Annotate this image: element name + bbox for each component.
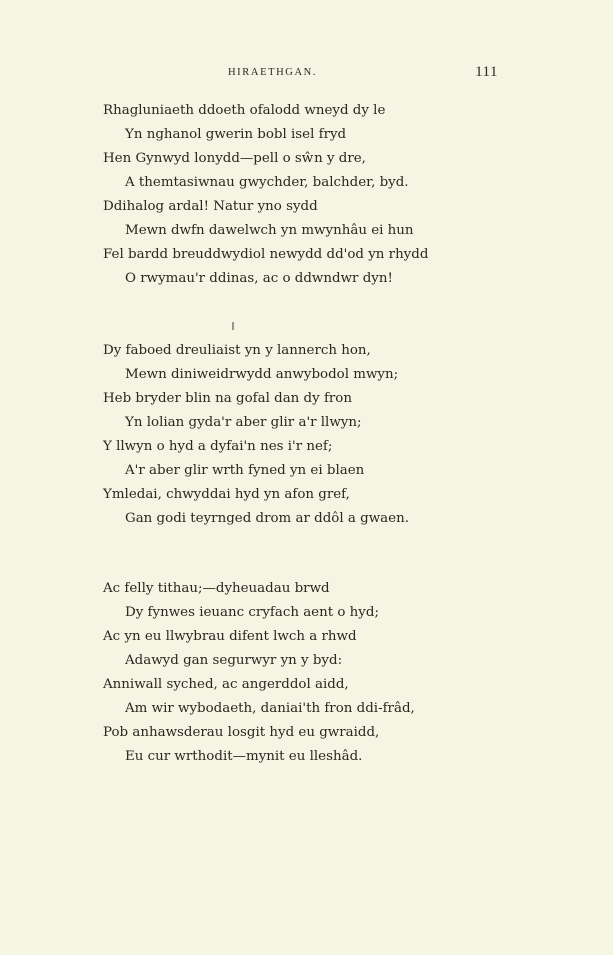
verse-line: Ymledai, chwyddai hyd yn afon gref, bbox=[103, 487, 350, 502]
verse-line: Eu cur wrthodit—mynit eu lleshâd. bbox=[125, 749, 363, 764]
verse-line: Heb bryder blin na gofal dan dy fron bbox=[103, 391, 352, 406]
verse-line: Yn nghanol gwerin bobl isel fryd bbox=[125, 127, 347, 142]
verse-line: Gan godi teyrnged drom ar ddôl a gwaen. bbox=[125, 511, 409, 526]
verse-line: Rhagluniaeth ddoeth ofalodd wneyd dy le bbox=[103, 103, 386, 118]
verse-line: Dy fynwes ieuanc cryfach aent o hyd; bbox=[125, 605, 379, 620]
verse-line: Ac yn eu llwybrau difent lwch a rhwd bbox=[103, 629, 357, 644]
running-title: HIRAETHGAN. bbox=[228, 67, 318, 78]
verse-line: Mewn diniweidrwydd anwybodol mwyn; bbox=[125, 367, 399, 382]
verse-line: A'r aber glir wrth fyned yn ei blaen bbox=[125, 463, 365, 478]
verse-line: Adawyd gan segurwyr yn y byd: bbox=[125, 653, 343, 668]
verse-line: A themtasiwnau gwychder, balchder, byd. bbox=[125, 175, 409, 190]
page-number: 111 bbox=[475, 64, 498, 80]
verse-line: Hen Gynwyd lonydd—pell o sŵn y dre, bbox=[103, 151, 366, 166]
verse-line: Pob anhawsderau losgit hyd eu gwraidd, bbox=[103, 725, 380, 740]
verse-line: Mewn dwfn dawelwch yn mwynhâu ei hun bbox=[125, 223, 414, 238]
verse-line: Fel bardd breuddwydiol newydd dd'od yn rhydd bbox=[103, 247, 429, 262]
verse-line: Ddihalog ardal! Natur yno sydd bbox=[103, 199, 318, 214]
verse-line: Dy faboed dreuliaist yn y lannerch hon, bbox=[103, 343, 371, 358]
stray-ink-mark bbox=[232, 322, 234, 330]
verse-line: Am wir wybodaeth, daniai'th fron ddi-frâd, bbox=[125, 701, 415, 716]
page-header bbox=[96, 64, 504, 84]
verse-line: Yn lolian gyda'r aber glir a'r llwyn; bbox=[125, 415, 362, 430]
verse-line: Anniwall syched, ac angerddol aidd, bbox=[103, 677, 349, 692]
verse-line: Y llwyn o hyd a dyfai'n nes i'r nef; bbox=[103, 439, 333, 454]
verse-line: O rwymau'r ddinas, ac o ddwndwr dyn! bbox=[125, 271, 393, 286]
verse-line: Ac felly tithau;—dyheuadau brwd bbox=[103, 581, 330, 596]
